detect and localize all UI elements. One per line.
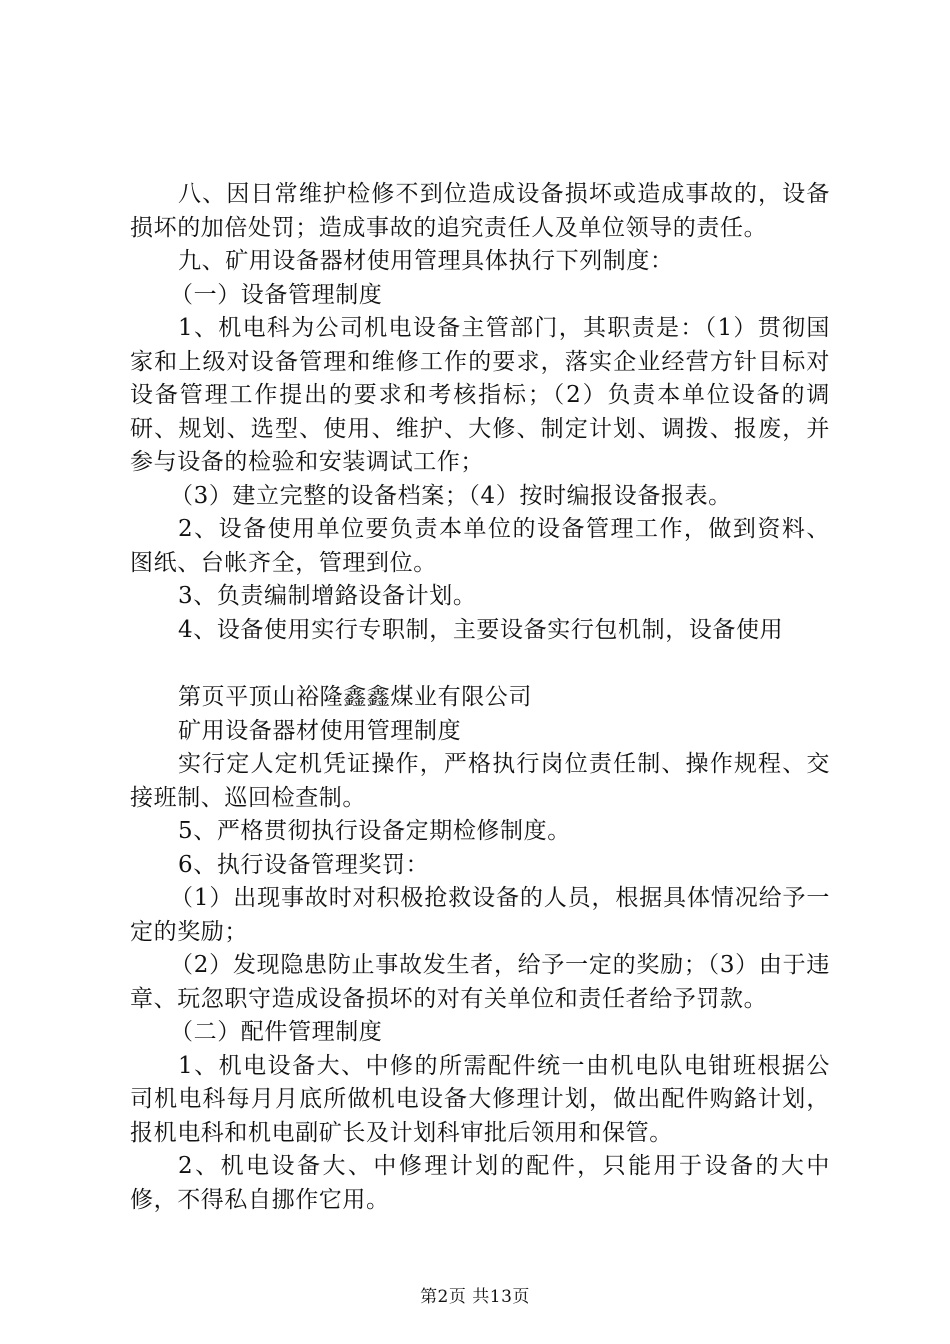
paragraph-plan: 3、负责编制增鉻设备计划。 — [178, 583, 477, 609]
page-footer: 第2页 共13页 — [420, 1287, 530, 1307]
paragraph-item-9: 九、矿用设备器材使用管理具体执行下列制度： — [178, 248, 674, 274]
paragraph-dedicated: 4、设备使用实行专职制，主要设备实行包机制，设备使用 — [178, 616, 784, 643]
document-body — [130, 178, 830, 1217]
paragraph-parts-usage: 2、机电设备大、中修理计划的配件，只能用于设备的大中修，不得私自挪作它用。 — [130, 1153, 830, 1213]
section-heading-equipment: （一）设备管理制度 — [170, 281, 383, 308]
running-header-title: 矿用设备器材使用管理制度 — [178, 717, 462, 744]
paragraph-usage-unit: 2、设备使用单位要负责本单位的设备管理工作，做到资料、图纸、台帐齐全，管理到位。 — [130, 516, 830, 576]
paragraph-archive: （3）建立完整的设备档案；（4）按时编报设备报表。 — [170, 482, 732, 509]
paragraph-parts-plan: 1、机电设备大、中修的所需配件统一由机电队电钳班根据公司机电科每月月底所做机电设备大修理计划，做出配件购鉻计划，报机电科和机电副矿长及计划科审批后领用和保管。 — [130, 1052, 830, 1146]
page-break-gap — [130, 647, 830, 681]
running-header-company: 第页平顶山裕隆鑫鑫煤业有限公司 — [178, 684, 532, 710]
paragraph-item-8: 八、因日常维护检修不到位造成设备损坏或造成事故的，设备损坏的加倍处罚；造成事故的追究责任人及单位领导的责任。 — [130, 181, 830, 241]
paragraph-maintenance: 5、严格贯彻执行设备定期检修制度。 — [178, 818, 571, 844]
paragraph-operation: 实行定人定机凭证操作，严格执行岗位责任制、操作规程、交接班制、巡回检查制。 — [130, 751, 830, 811]
paragraph-rewards: 6、执行设备管理奖罚： — [178, 851, 430, 878]
section-heading-parts: （二）配件管理制度 — [170, 1019, 383, 1045]
paragraph-reward-rescue: （1）出现事故时对积极抢救设备的人员，根据具体情况给予一定的奖励； — [130, 885, 830, 945]
paragraph-duties: 1、机电科为公司机电设备主管部门，其职责是：（1）贯彻国家和上级对设备管理和维修工作的要求，落实企业经营方针目标对设备管理工作提出的要求和考核指标；（2）负责本单位设备的调研、规划、选型、使用、维护、大修、制定计划、调拨、报废，并参与设备的检验和安装调试工作； — [130, 315, 830, 475]
paragraph-reward-hazard: （2）发现隐患防止事故发生者，给予一定的奖励；（3）由于违章、玩忽职守造成设备损坏的对有关单位和责任者给予罚款。 — [130, 952, 830, 1012]
